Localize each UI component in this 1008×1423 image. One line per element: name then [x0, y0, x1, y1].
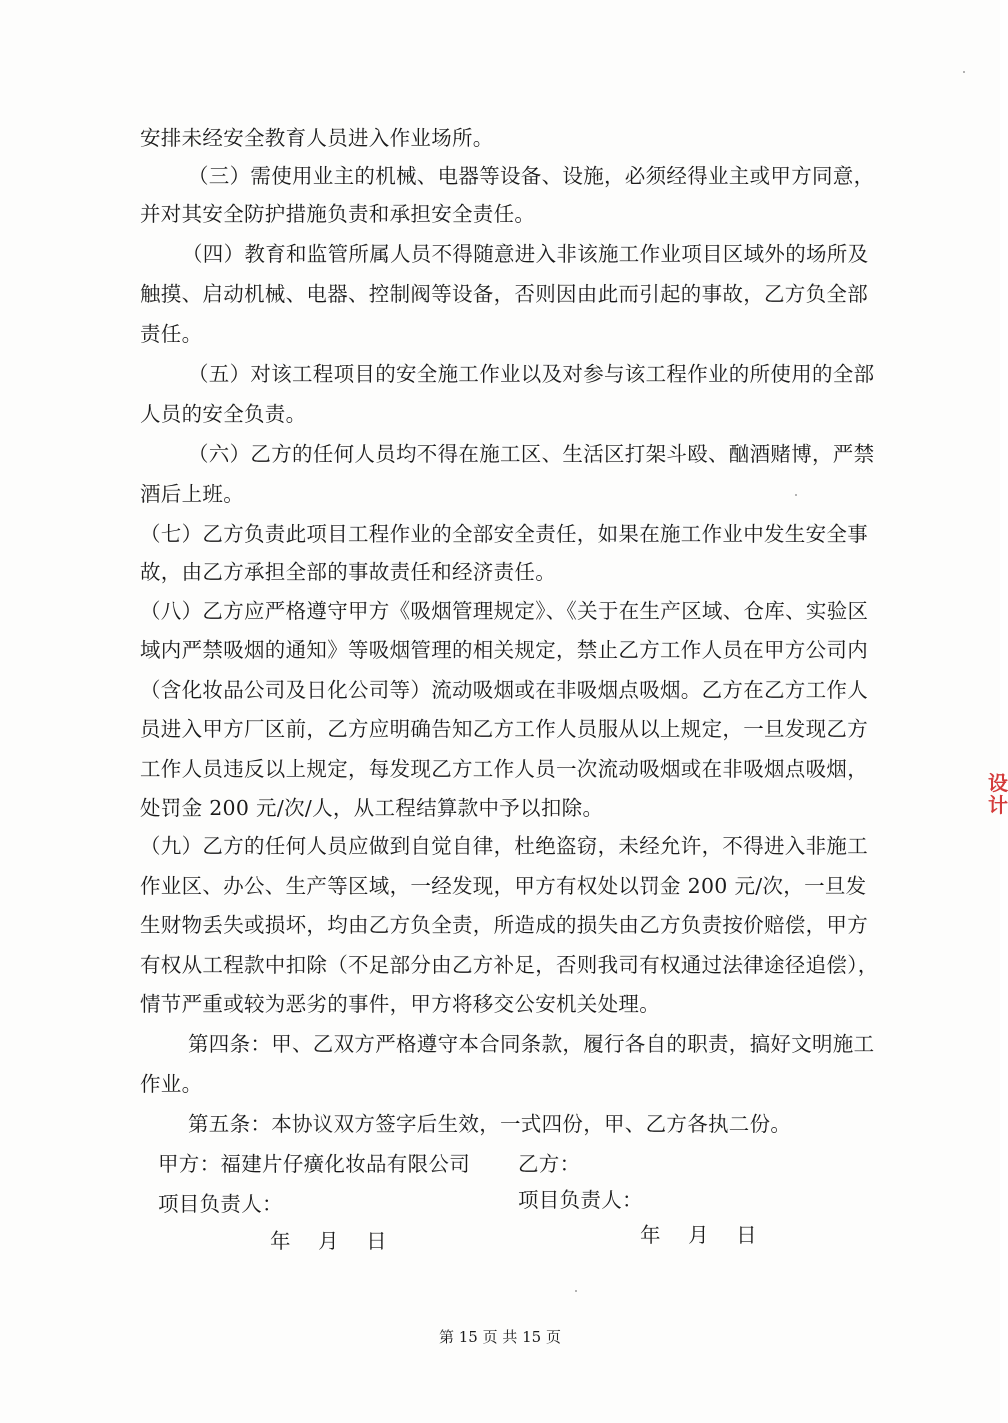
clause-4-line-1: （四）教育和监管所属人员不得随意进入非该施工作业项目区域外的场所及: [182, 242, 869, 266]
scan-speck: [575, 1290, 577, 1292]
clause-8-line-6: 处罚金 200 元/次/人，从工程结算款中予以扣除。: [140, 796, 604, 820]
party-b-label: 乙方：: [518, 1152, 581, 1176]
clause-4-line-2: 触摸、启动机械、电器、控制阀等设备，否则因由此而引起的事故，乙方负全部: [140, 282, 868, 306]
party-b-date: 年 月 日: [640, 1223, 757, 1247]
clause-7-line-2: 故，由乙方承担全部的事故责任和经济责任。: [140, 560, 556, 584]
stamp-text: 设计: [988, 771, 1008, 817]
party-a-manager: 项目负责人：: [158, 1192, 283, 1216]
clause-6-line-2: 酒后上班。: [140, 482, 244, 506]
party-b-manager: 项目负责人：: [518, 1188, 643, 1212]
page-footer: 第 15 页 共 15 页: [438, 1328, 561, 1346]
clause-4-line-3: 责任。: [140, 322, 203, 346]
clause-3-line-2: 并对其安全防护措施负责和承担安全责任。: [140, 202, 536, 226]
clause-5-line-1: （五）对该工程项目的安全施工作业以及对参与该工程作业的所使用的全部: [188, 362, 875, 386]
clause-9-line-1: （九）乙方的任何人员应做到自觉自律，杜绝盗窃，未经允许，不得进入非施工: [140, 834, 868, 858]
article-5-line: 第五条：本协议双方签字后生效，一式四份，甲、乙方各执二份。: [188, 1112, 792, 1136]
partial-stamp: [986, 771, 1008, 838]
party-a-label: 甲方：福建片仔癀化妆品有限公司: [158, 1152, 470, 1176]
scan-speck: [963, 71, 965, 73]
clause-8-line-5: 工作人员违反以上规定，每发现乙方工作人员一次流动吸烟或在非吸烟点吸烟，: [140, 757, 868, 781]
clause-8-line-1: （八）乙方应严格遵守甲方《吸烟管理规定》、《关于在生产区域、仓库、实验区: [140, 599, 869, 623]
clause-9-line-3: 生财物丢失或损坏，均由乙方负全责，所造成的损失由乙方负责按价赔偿，甲方: [140, 913, 868, 937]
article-4-line-2: 作业。: [140, 1072, 203, 1096]
party-a-date: 年 月 日: [270, 1229, 387, 1253]
clause-9-line-5: 情节严重或较为恶劣的事件，甲方将移交公安机关处理。: [140, 992, 660, 1016]
scan-speck: [795, 494, 797, 496]
clause-8-line-4: 员进入甲方厂区前，乙方应明确告知乙方工作人员服从以上规定，一旦发现乙方: [140, 717, 868, 741]
clause-8-line-3: （含化妆品公司及日化公司等）流动吸烟或在非吸烟点吸烟。乙方在乙方工作人: [140, 678, 868, 702]
clause-7-line-1: （七）乙方负责此项目工程作业的全部安全责任，如果在施工作业中发生安全事: [140, 522, 868, 546]
body-line-1: 安排未经安全教育人员进入作业场所。: [140, 126, 494, 150]
clause-6-line-1: （六）乙方的任何人员均不得在施工区、生活区打架斗殴、酗酒赌博，严禁: [188, 442, 875, 466]
clause-9-line-2: 作业区、办公、生产等区域，一经发现，甲方有权处以罚金 200 元/次，一旦发: [140, 874, 867, 898]
article-4-line-1: 第四条：甲、乙双方严格遵守本合同条款，履行各自的职责，搞好文明施工: [188, 1032, 875, 1056]
clause-3-line-1: （三）需使用业主的机械、电器等设备、设施，必须经得业主或甲方同意，: [188, 164, 875, 188]
clause-8-line-2: 域内严禁吸烟的通知》等吸烟管理的相关规定，禁止乙方工作人员在甲方公司内: [140, 638, 868, 662]
clause-5-line-2: 人员的安全负责。: [140, 402, 307, 426]
clause-9-line-4: 有权从工程款中扣除（不足部分由乙方补足，否则我司有权通过法律途径追偿），: [140, 953, 879, 977]
